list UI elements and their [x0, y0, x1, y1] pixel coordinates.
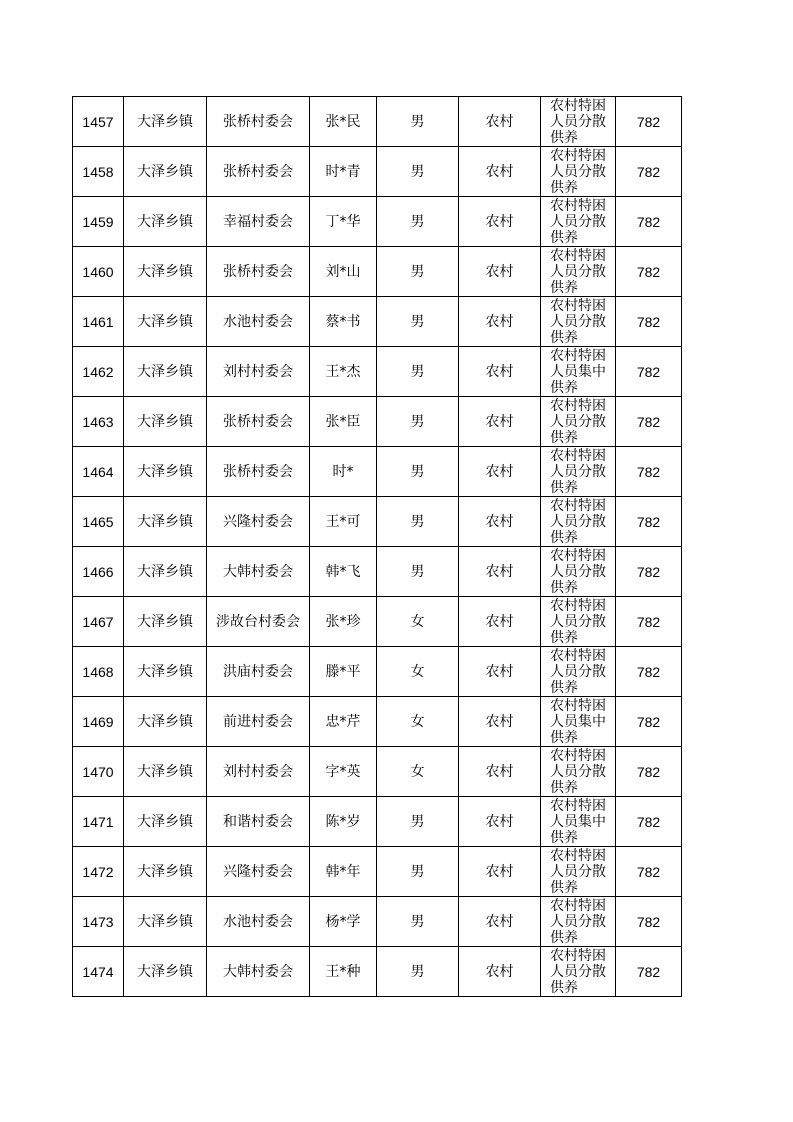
row-number-cell: 1469 — [73, 697, 124, 747]
area-type-cell: 农村 — [459, 847, 541, 897]
support-category-text: 农村特困人员集中供养 — [550, 698, 606, 746]
support-category-text: 农村特困人员分散供养 — [550, 598, 606, 646]
support-category-text: 农村特困人员分散供养 — [550, 648, 606, 696]
amount-cell: 782 — [616, 297, 682, 347]
support-category-text: 农村特困人员集中供养 — [550, 798, 606, 846]
gender-cell: 男 — [377, 447, 459, 497]
support-category-text: 农村特困人员分散供养 — [550, 548, 606, 596]
town-cell: 大泽乡镇 — [124, 397, 207, 447]
support-category-cell — [541, 297, 616, 347]
gender-cell: 男 — [377, 547, 459, 597]
support-category-cell — [541, 147, 616, 197]
area-type-cell: 农村 — [459, 497, 541, 547]
area-type-cell: 农村 — [459, 947, 541, 997]
person-name-cell: 陈*岁 — [310, 797, 377, 847]
amount-cell: 782 — [616, 897, 682, 947]
support-category-text: 农村特困人员分散供养 — [550, 398, 606, 446]
gender-cell: 男 — [377, 947, 459, 997]
person-name-cell: 杨*学 — [310, 897, 377, 947]
town-cell: 大泽乡镇 — [124, 147, 207, 197]
area-type-cell: 农村 — [459, 247, 541, 297]
table-row — [73, 897, 682, 947]
gender-cell: 女 — [377, 597, 459, 647]
town-cell: 大泽乡镇 — [124, 947, 207, 997]
person-name-cell: 蔡*书 — [310, 297, 377, 347]
support-category-cell — [541, 347, 616, 397]
support-category-cell — [541, 447, 616, 497]
table-row — [73, 497, 682, 547]
town-cell: 大泽乡镇 — [124, 347, 207, 397]
row-number-cell: 1459 — [73, 197, 124, 247]
village-cell: 前进村委会 — [207, 697, 310, 747]
amount-cell: 782 — [616, 797, 682, 847]
support-category-text: 农村特困人员分散供养 — [550, 948, 606, 996]
gender-cell: 男 — [377, 197, 459, 247]
row-number-cell: 1464 — [73, 447, 124, 497]
row-number-cell: 1468 — [73, 647, 124, 697]
table-row — [73, 297, 682, 347]
person-name-cell: 王*杰 — [310, 347, 377, 397]
support-category-cell — [541, 397, 616, 447]
town-cell: 大泽乡镇 — [124, 797, 207, 847]
area-type-cell: 农村 — [459, 197, 541, 247]
area-type-cell: 农村 — [459, 797, 541, 847]
town-cell: 大泽乡镇 — [124, 197, 207, 247]
area-type-cell: 农村 — [459, 97, 541, 147]
support-category-cell — [541, 647, 616, 697]
row-number-cell: 1461 — [73, 297, 124, 347]
gender-cell: 女 — [377, 647, 459, 697]
gender-cell: 男 — [377, 97, 459, 147]
table-row — [73, 97, 682, 147]
town-cell: 大泽乡镇 — [124, 597, 207, 647]
person-name-cell: 王*种 — [310, 947, 377, 997]
area-type-cell: 农村 — [459, 297, 541, 347]
person-name-cell: 时* — [310, 447, 377, 497]
town-cell: 大泽乡镇 — [124, 747, 207, 797]
person-name-cell: 张*民 — [310, 97, 377, 147]
support-category-cell — [541, 97, 616, 147]
area-type-cell: 农村 — [459, 147, 541, 197]
village-cell: 张桥村委会 — [207, 447, 310, 497]
table-row — [73, 347, 682, 397]
row-number-cell: 1460 — [73, 247, 124, 297]
support-category-cell — [541, 547, 616, 597]
village-cell: 幸福村委会 — [207, 197, 310, 247]
amount-cell: 782 — [616, 497, 682, 547]
support-category-cell — [541, 247, 616, 297]
person-name-cell: 丁*华 — [310, 197, 377, 247]
village-cell: 刘村村委会 — [207, 347, 310, 397]
person-name-cell: 忠*芹 — [310, 697, 377, 747]
amount-cell: 782 — [616, 747, 682, 797]
amount-cell: 782 — [616, 147, 682, 197]
area-type-cell: 农村 — [459, 597, 541, 647]
gender-cell: 男 — [377, 297, 459, 347]
area-type-cell: 农村 — [459, 747, 541, 797]
area-type-cell: 农村 — [459, 647, 541, 697]
support-category-text: 农村特困人员分散供养 — [550, 298, 606, 346]
village-cell: 水池村委会 — [207, 897, 310, 947]
row-number-cell: 1466 — [73, 547, 124, 597]
amount-cell: 782 — [616, 97, 682, 147]
table-row — [73, 597, 682, 647]
support-category-text: 农村特困人员集中供养 — [550, 348, 606, 396]
person-name-cell: 时*青 — [310, 147, 377, 197]
table-row — [73, 547, 682, 597]
amount-cell: 782 — [616, 697, 682, 747]
person-name-cell: 王*可 — [310, 497, 377, 547]
village-cell: 张桥村委会 — [207, 97, 310, 147]
amount-cell: 782 — [616, 647, 682, 697]
gender-cell: 男 — [377, 497, 459, 547]
support-category-text: 农村特困人员分散供养 — [550, 448, 606, 496]
gender-cell: 男 — [377, 897, 459, 947]
table-row — [73, 197, 682, 247]
support-category-cell — [541, 947, 616, 997]
support-category-cell — [541, 847, 616, 897]
amount-cell: 782 — [616, 347, 682, 397]
support-category-cell — [541, 597, 616, 647]
person-name-cell: 张*珍 — [310, 597, 377, 647]
person-name-cell: 字*英 — [310, 747, 377, 797]
person-name-cell: 张*臣 — [310, 397, 377, 447]
village-cell: 刘村村委会 — [207, 747, 310, 797]
village-cell: 大韩村委会 — [207, 947, 310, 997]
gender-cell: 男 — [377, 397, 459, 447]
area-type-cell: 农村 — [459, 447, 541, 497]
table-row — [73, 447, 682, 497]
support-category-cell — [541, 697, 616, 747]
table-row — [73, 647, 682, 697]
village-cell: 张桥村委会 — [207, 147, 310, 197]
area-type-cell: 农村 — [459, 347, 541, 397]
village-cell: 张桥村委会 — [207, 397, 310, 447]
gender-cell: 男 — [377, 247, 459, 297]
village-cell: 兴隆村委会 — [207, 497, 310, 547]
table-row — [73, 847, 682, 897]
area-type-cell: 农村 — [459, 547, 541, 597]
table-row — [73, 697, 682, 747]
person-name-cell: 刘*山 — [310, 247, 377, 297]
support-category-text: 农村特困人员分散供养 — [550, 248, 606, 296]
table-row — [73, 947, 682, 997]
amount-cell: 782 — [616, 447, 682, 497]
amount-cell: 782 — [616, 397, 682, 447]
support-category-cell — [541, 797, 616, 847]
support-category-text: 农村特困人员分散供养 — [550, 98, 606, 146]
town-cell: 大泽乡镇 — [124, 847, 207, 897]
support-category-text: 农村特困人员分散供养 — [550, 148, 606, 196]
support-category-text: 农村特困人员分散供养 — [550, 198, 606, 246]
village-cell: 兴隆村委会 — [207, 847, 310, 897]
table-row — [73, 797, 682, 847]
village-cell: 涉故台村委会 — [207, 597, 310, 647]
table-row — [73, 147, 682, 197]
row-number-cell: 1457 — [73, 97, 124, 147]
amount-cell: 782 — [616, 847, 682, 897]
table-row — [73, 747, 682, 797]
table-row — [73, 397, 682, 447]
person-name-cell: 韩*飞 — [310, 547, 377, 597]
row-number-cell: 1463 — [73, 397, 124, 447]
table-body — [73, 97, 682, 997]
table-row — [73, 247, 682, 297]
town-cell: 大泽乡镇 — [124, 897, 207, 947]
person-name-cell: 韩*年 — [310, 847, 377, 897]
amount-cell: 782 — [616, 597, 682, 647]
support-category-text: 农村特困人员分散供养 — [550, 898, 606, 946]
town-cell: 大泽乡镇 — [124, 447, 207, 497]
gender-cell: 男 — [377, 347, 459, 397]
amount-cell: 782 — [616, 197, 682, 247]
gender-cell: 女 — [377, 747, 459, 797]
town-cell: 大泽乡镇 — [124, 647, 207, 697]
town-cell: 大泽乡镇 — [124, 97, 207, 147]
gender-cell: 男 — [377, 147, 459, 197]
town-cell: 大泽乡镇 — [124, 547, 207, 597]
row-number-cell: 1465 — [73, 497, 124, 547]
row-number-cell: 1474 — [73, 947, 124, 997]
support-category-text: 农村特困人员分散供养 — [550, 848, 606, 896]
village-cell: 大韩村委会 — [207, 547, 310, 597]
amount-cell: 782 — [616, 947, 682, 997]
row-number-cell: 1462 — [73, 347, 124, 397]
area-type-cell: 农村 — [459, 397, 541, 447]
support-category-text: 农村特困人员分散供养 — [550, 748, 606, 796]
gender-cell: 女 — [377, 697, 459, 747]
row-number-cell: 1470 — [73, 747, 124, 797]
support-category-cell — [541, 747, 616, 797]
support-category-cell — [541, 497, 616, 547]
area-type-cell: 农村 — [459, 697, 541, 747]
person-name-cell: 滕*平 — [310, 647, 377, 697]
village-cell: 洪庙村委会 — [207, 647, 310, 697]
support-category-text: 农村特困人员分散供养 — [550, 498, 606, 546]
row-number-cell: 1472 — [73, 847, 124, 897]
gender-cell: 男 — [377, 847, 459, 897]
town-cell: 大泽乡镇 — [124, 247, 207, 297]
town-cell: 大泽乡镇 — [124, 497, 207, 547]
row-number-cell: 1458 — [73, 147, 124, 197]
row-number-cell: 1467 — [73, 597, 124, 647]
beneficiary-table — [72, 96, 682, 997]
row-number-cell: 1473 — [73, 897, 124, 947]
support-category-cell — [541, 197, 616, 247]
area-type-cell: 农村 — [459, 897, 541, 947]
village-cell: 水池村委会 — [207, 297, 310, 347]
support-category-cell — [541, 897, 616, 947]
amount-cell: 782 — [616, 247, 682, 297]
town-cell: 大泽乡镇 — [124, 697, 207, 747]
village-cell: 和谐村委会 — [207, 797, 310, 847]
town-cell: 大泽乡镇 — [124, 297, 207, 347]
gender-cell: 男 — [377, 797, 459, 847]
village-cell: 张桥村委会 — [207, 247, 310, 297]
row-number-cell: 1471 — [73, 797, 124, 847]
amount-cell: 782 — [616, 547, 682, 597]
